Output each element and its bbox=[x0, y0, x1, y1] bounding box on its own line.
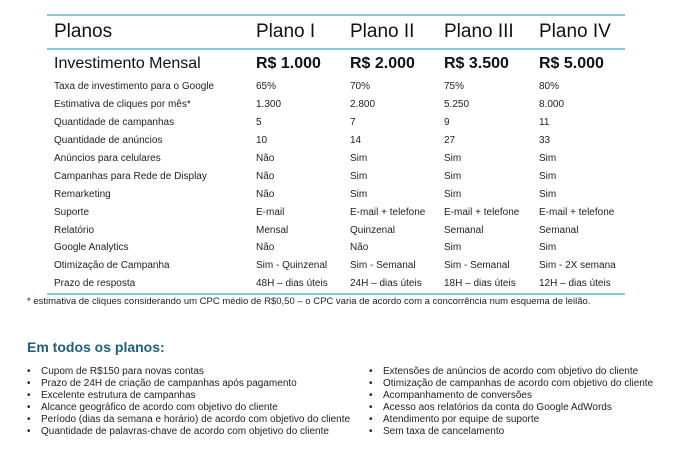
cell-plano-2: E-mail + telefone bbox=[350, 206, 426, 218]
table-row bbox=[47, 167, 625, 185]
list-item-text: Excelente estrutura de campanhas bbox=[41, 390, 196, 401]
table-row bbox=[47, 275, 625, 294]
header-plano-2: Plano II bbox=[343, 15, 437, 49]
cell-plano-4: E-mail + telefone bbox=[539, 206, 615, 218]
cell-plano-3: Sim bbox=[444, 170, 462, 182]
investment-value: R$ 5.000 bbox=[539, 55, 604, 72]
row-label: Remarketing bbox=[54, 188, 111, 200]
list-item bbox=[27, 390, 350, 402]
cell-plano-1: 48H – dias úteis bbox=[249, 275, 343, 294]
list-item-text: Extensões de anúncios de acordo com objetivo do cliente bbox=[383, 366, 639, 377]
cell-plano-1: 5 bbox=[256, 117, 262, 129]
investment-row bbox=[47, 49, 625, 78]
list-item-text: Sem taxa de cancelamento bbox=[383, 426, 505, 437]
investment-value: R$ 1.000 bbox=[256, 55, 321, 72]
row-label: Taxa de investimento para o Google bbox=[54, 81, 215, 93]
list-item bbox=[27, 378, 350, 390]
list-item bbox=[369, 378, 653, 390]
table-row bbox=[47, 239, 625, 257]
row-label: Anúncios para celulares bbox=[54, 153, 161, 164]
cell-plano-4: Sim bbox=[539, 242, 557, 254]
cell-plano-4: Semanal bbox=[539, 224, 579, 236]
table-row bbox=[47, 203, 625, 221]
header-planos: Planos bbox=[47, 15, 249, 49]
investment-label: Investimento Mensal bbox=[54, 55, 201, 72]
cell-plano-4: Sim bbox=[539, 153, 557, 164]
cell-plano-2: Quinzenal bbox=[350, 224, 396, 236]
cell-plano-2: Sim bbox=[350, 170, 368, 182]
cell-plano-1: Sim - Quinzenal bbox=[256, 260, 328, 272]
bullet-icon: • bbox=[369, 390, 373, 401]
list-item bbox=[369, 366, 653, 378]
table-row bbox=[47, 78, 625, 96]
cell-plano-4: Sim - 2X semana bbox=[539, 260, 616, 272]
list-item-text: Acesso aos relatórios da conta do Google AdWords bbox=[383, 402, 612, 413]
cell-plano-1: Mensal bbox=[256, 224, 289, 236]
table-row bbox=[47, 185, 625, 203]
cell-plano-4: 80% bbox=[539, 81, 560, 93]
cell-plano-3: 18H – dias úteis bbox=[437, 275, 532, 294]
list-item-text: Período (dias da semana e horário) de acordo com objetivo do cliente bbox=[41, 414, 351, 425]
cell-plano-1: Não bbox=[256, 153, 275, 164]
bullet-icon: • bbox=[369, 414, 373, 425]
bullet-icon: • bbox=[27, 378, 31, 389]
header-plano-3: Plano III bbox=[437, 15, 532, 49]
row-label: Quantidade de anúncios bbox=[54, 135, 163, 147]
cell-plano-1: 1.300 bbox=[256, 99, 282, 111]
cell-plano-4: 11 bbox=[539, 117, 550, 129]
investment-value: R$ 3.500 bbox=[444, 55, 509, 72]
list-item bbox=[27, 426, 350, 438]
cell-plano-1: Não bbox=[256, 170, 275, 182]
list-item-text: Cupom de R$150 para novas contas bbox=[41, 366, 204, 377]
table-header-row bbox=[47, 15, 625, 49]
features-list-right bbox=[369, 366, 653, 438]
cell-plano-2: 70% bbox=[350, 81, 371, 93]
cell-plano-2: Sim - Semanal bbox=[350, 260, 416, 272]
row-label: Estimativa de cliques por mês* bbox=[54, 99, 191, 111]
cell-plano-2: Sim bbox=[350, 153, 368, 164]
bullet-icon: • bbox=[27, 402, 31, 413]
cell-plano-4: 33 bbox=[539, 135, 551, 147]
row-label: Suporte bbox=[54, 206, 90, 218]
features-list-left bbox=[27, 366, 350, 438]
cell-plano-1: Não bbox=[256, 242, 275, 254]
row-label: Quantidade de campanhas bbox=[54, 117, 175, 129]
investment-value: R$ 2.000 bbox=[350, 55, 415, 72]
cell-plano-4: 8.000 bbox=[539, 99, 565, 111]
list-item bbox=[369, 426, 653, 438]
bullet-icon: • bbox=[369, 402, 373, 413]
row-label: Otimização de Campanha bbox=[54, 260, 170, 272]
table-row bbox=[47, 221, 625, 239]
list-item-text: Prazo de 24H de criação de campanhas após pagamento bbox=[41, 378, 297, 389]
bullet-icon: • bbox=[369, 366, 373, 377]
bullet-icon: • bbox=[27, 426, 31, 437]
bullet-icon: • bbox=[369, 426, 373, 437]
list-item-text: Alcance geográfico de acordo com objetivo do cliente bbox=[41, 402, 278, 413]
cell-plano-2: Não bbox=[350, 242, 369, 254]
cell-plano-2: 2.800 bbox=[350, 99, 376, 111]
list-item bbox=[369, 390, 653, 402]
cell-plano-3: 5.250 bbox=[444, 99, 470, 111]
cell-plano-1: 10 bbox=[256, 135, 268, 147]
table-row bbox=[47, 150, 625, 168]
list-item bbox=[27, 402, 350, 414]
row-label: Relatório bbox=[54, 224, 95, 236]
cell-plano-2: Sim bbox=[350, 188, 368, 200]
cell-plano-4: Sim bbox=[539, 170, 557, 182]
row-label: Google Analytics bbox=[54, 242, 129, 254]
cell-plano-3: Semanal bbox=[444, 224, 484, 236]
header-plano-4: Plano IV bbox=[532, 15, 625, 49]
cell-plano-2: 14 bbox=[350, 135, 362, 147]
bullet-icon: • bbox=[27, 390, 31, 401]
cell-plano-4: 12H – dias úteis bbox=[532, 275, 625, 294]
cell-plano-2: 24H – dias úteis bbox=[343, 275, 437, 294]
plans-table bbox=[47, 14, 625, 295]
cell-plano-3: 75% bbox=[444, 81, 465, 93]
row-label: Campanhas para Rede de Display bbox=[54, 170, 207, 182]
table-row bbox=[47, 96, 625, 114]
cell-plano-1: Não bbox=[256, 188, 275, 200]
cell-plano-2: 7 bbox=[350, 117, 356, 129]
list-item-text: Quantidade de palavras-chave de acordo com objetivo do cliente bbox=[41, 426, 329, 437]
bullet-icon: • bbox=[27, 414, 31, 425]
cell-plano-3: Sim bbox=[444, 188, 462, 200]
list-item-text: Otimização de campanhas de acordo com objetivo do cliente bbox=[383, 378, 654, 389]
cell-plano-3: 27 bbox=[444, 135, 456, 147]
cell-plano-3: E-mail + telefone bbox=[444, 206, 520, 218]
bullet-icon: • bbox=[369, 378, 373, 389]
cell-plano-3: Sim bbox=[444, 242, 462, 254]
table-row bbox=[47, 132, 625, 150]
row-label: Prazo de resposta bbox=[47, 275, 249, 294]
list-item bbox=[27, 366, 350, 378]
bullet-icon: • bbox=[27, 366, 31, 377]
cell-plano-3: 9 bbox=[444, 117, 450, 129]
list-item bbox=[369, 402, 653, 414]
cell-plano-1: E-mail bbox=[256, 206, 285, 218]
cell-plano-4: Sim bbox=[539, 188, 557, 200]
table-row bbox=[47, 114, 625, 132]
list-item-text: Atendimento por equipe de suporte bbox=[383, 414, 540, 425]
list-item bbox=[27, 414, 350, 426]
cell-plano-3: Sim - Semanal bbox=[444, 260, 510, 272]
list-item-text: Acompanhamento de conversões bbox=[383, 390, 532, 401]
table-row bbox=[47, 257, 625, 275]
section-title: Em todos os planos: bbox=[27, 339, 165, 355]
footnote: * estimativa de cliques considerando um CPC médio de R$0,50 – o CPC varia de acordo com a concorrência num esquema de leilão. bbox=[27, 296, 591, 307]
list-item bbox=[369, 414, 653, 426]
cell-plano-3: Sim bbox=[444, 153, 462, 164]
cell-plano-1: 65% bbox=[256, 81, 277, 93]
header-plano-1: Plano I bbox=[249, 15, 343, 49]
